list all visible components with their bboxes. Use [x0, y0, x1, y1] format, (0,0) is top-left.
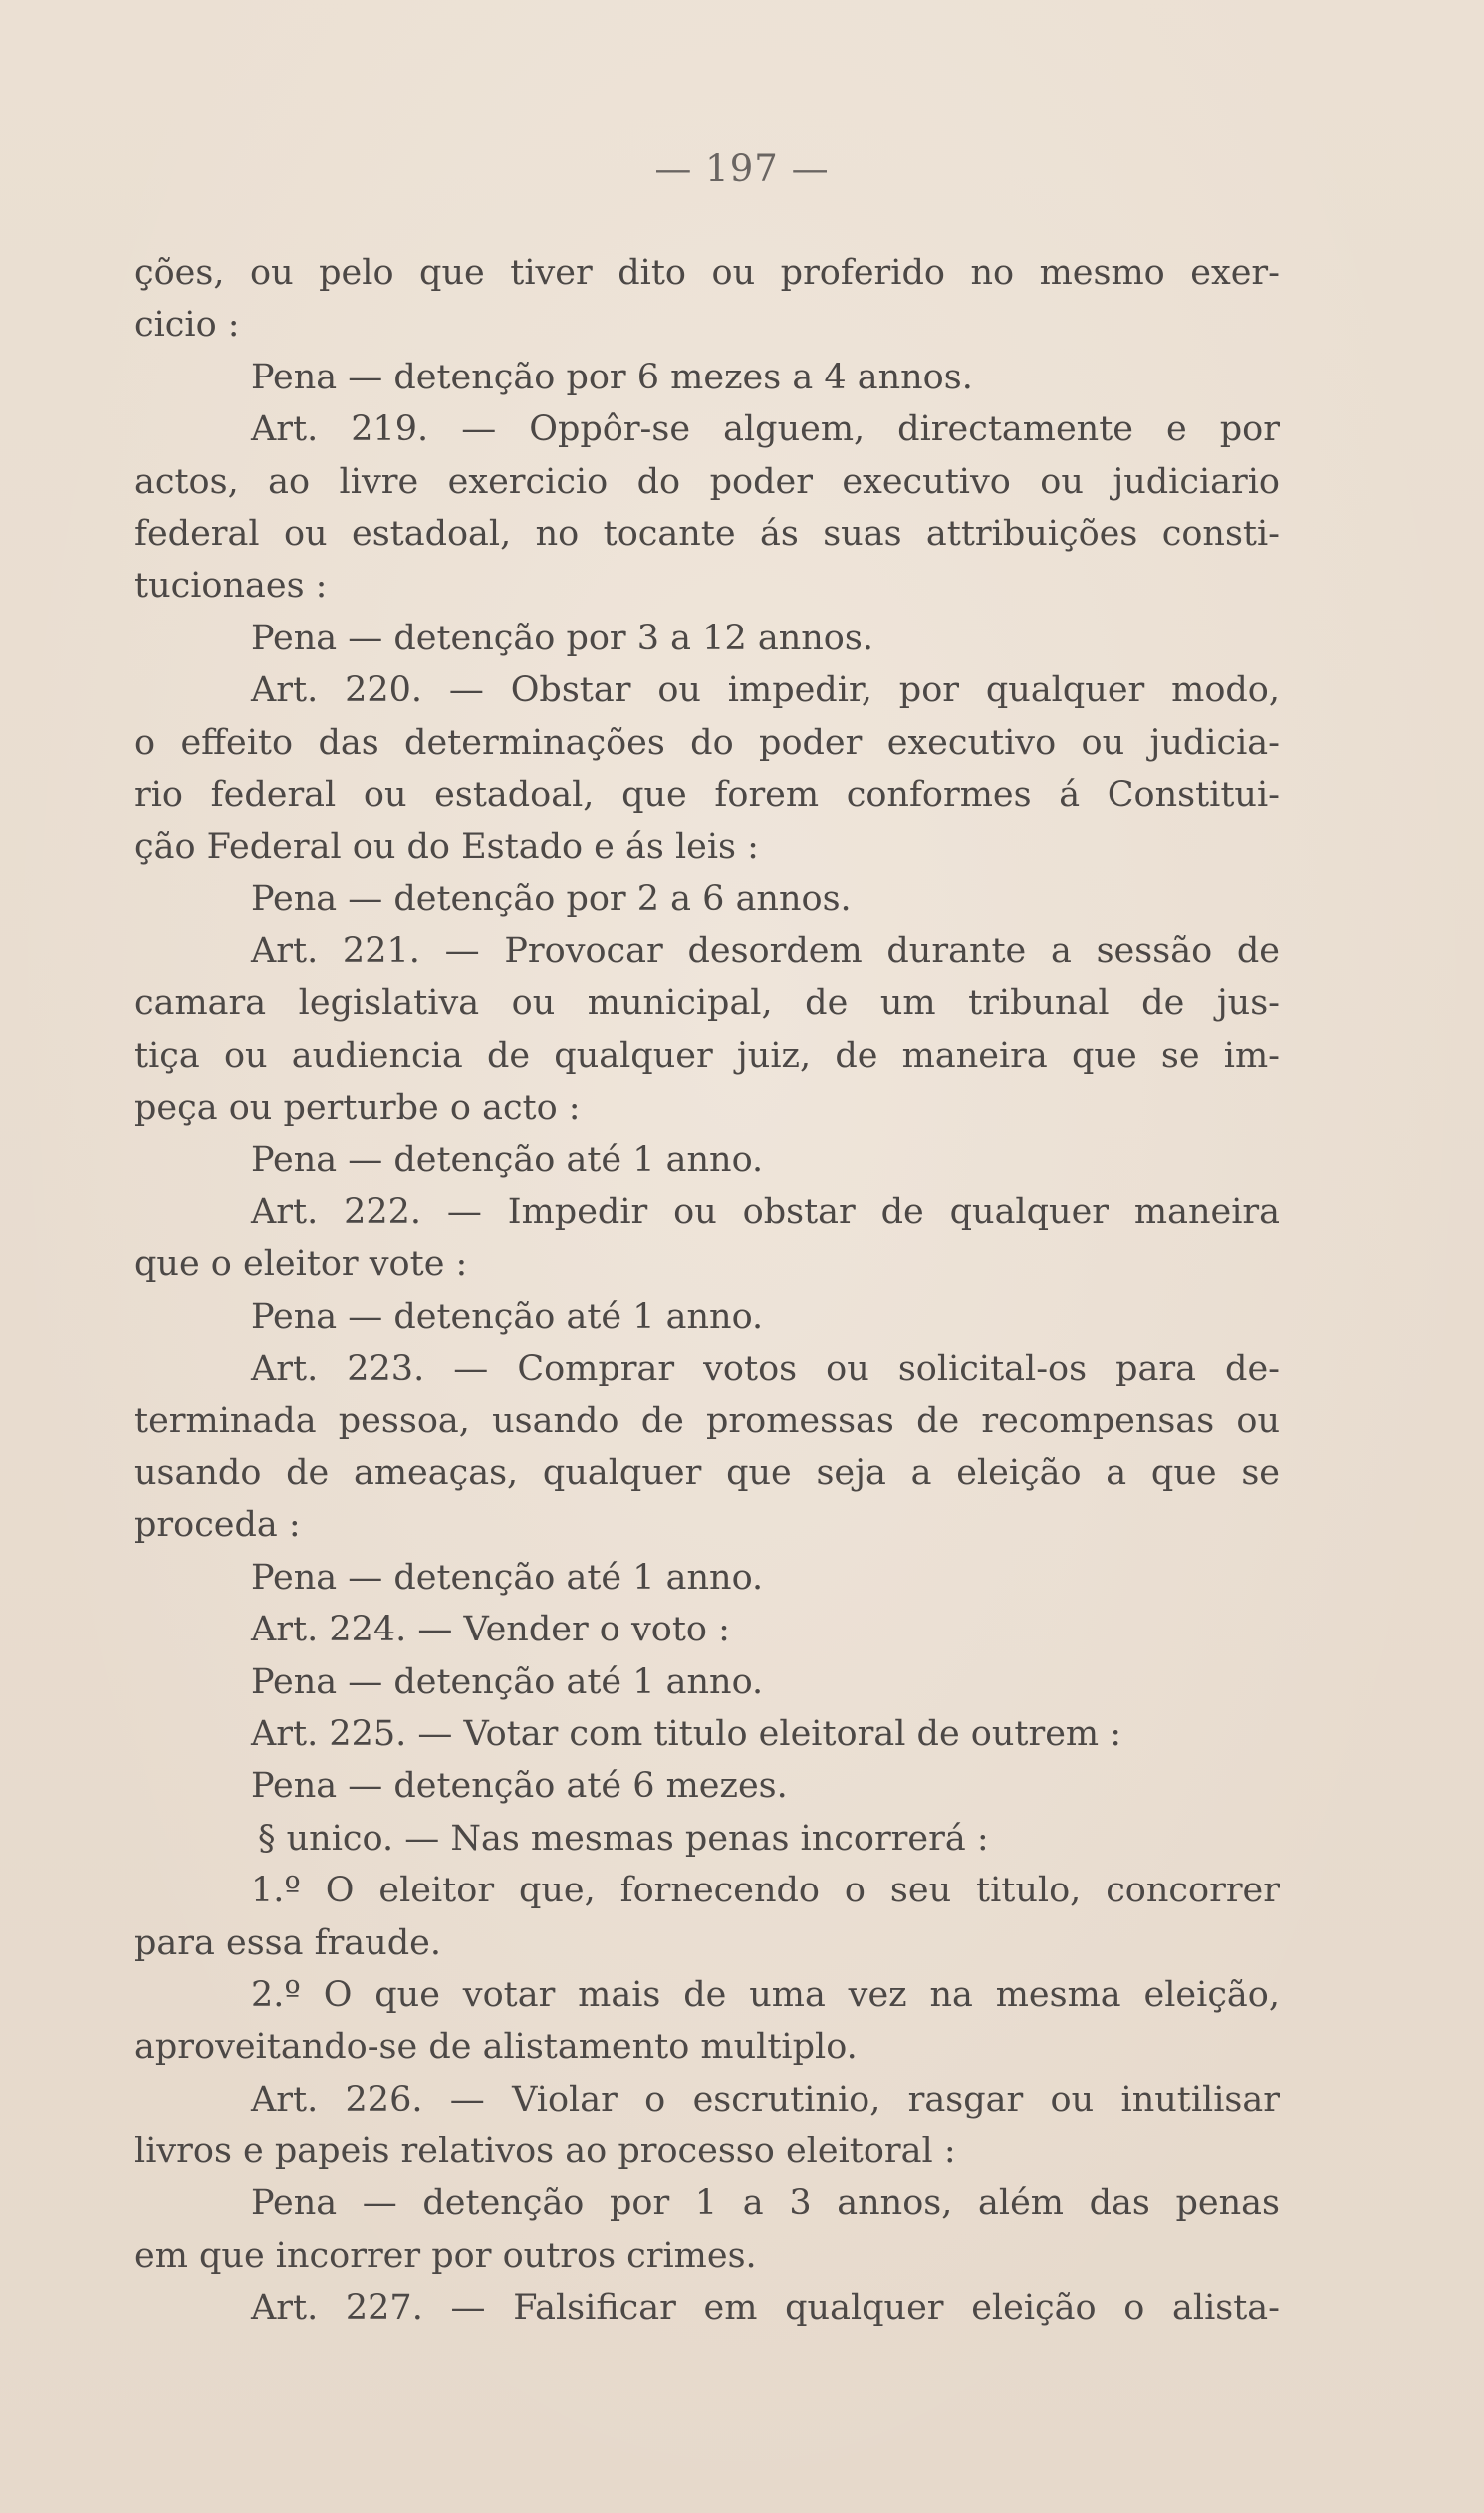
item-line: 1.º O eleitor que, fornecendo o seu titulo, concorrer [251, 1871, 1280, 1911]
item-line: 2.º O que votar mais de uma vez na mesma eleição, [251, 1974, 1280, 2015]
text-line: para essa fraude. [134, 1922, 441, 1963]
article-heading-line: Art. 223. — Comprar votos ou solicital-os para de- [251, 1349, 1280, 1389]
text-line: actos, ao livre exercicio do poder executivo ou judiciario [134, 461, 1280, 502]
section-line: § unico. — Nas mesmas penas incorrerá : [258, 1818, 989, 1859]
penalty-line: Pena — detenção até 1 anno. [251, 1139, 764, 1180]
text-line: federal ou estadoal, no tocante ás suas attribuições consti- [134, 513, 1280, 554]
penalty-line: Pena — detenção por 1 a 3 annos, além das penas [251, 2183, 1280, 2224]
penalty-line: Pena — detenção até 1 anno. [251, 1557, 764, 1598]
article-heading-line: Art. 224. — Vender o voto : [251, 1610, 730, 1650]
article-heading-line: Art. 227. — Falsificar em qualquer eleição o alista- [251, 2288, 1280, 2329]
text-line: que o eleitor vote : [134, 1244, 468, 1285]
penalty-line: Pena — detenção por 6 mezes a 4 annos. [251, 357, 973, 397]
article-heading-line: Art. 226. — Violar o escrutinio, rasgar ou inutilisar [251, 2079, 1280, 2120]
penalty-line: Pena — detenção até 1 anno. [251, 1661, 764, 1702]
text-line: proceda : [134, 1505, 301, 1546]
text-line: usando de ameaças, qualquer que seja a eleição a que se [134, 1452, 1280, 1493]
article-heading-line: Art. 220. — Obstar ou impedir, por qualquer modo, [251, 670, 1280, 711]
text-line: tucionaes : [134, 566, 328, 607]
page-number: — 197 — [654, 147, 830, 190]
text-line: ções, ou pelo que tiver dito ou proferido no mesmo exer- [134, 253, 1280, 293]
body-text [134, 247, 1280, 2335]
text-line: aproveitando-se de alistamento multiplo. [134, 2027, 858, 2068]
text-line: peça ou perturbe o acto : [134, 1088, 581, 1129]
text-line: terminada pessoa, usando de promessas de recompensas ou [134, 1400, 1280, 1441]
text-line: cicio : [134, 305, 240, 346]
article-heading-line: Art. 222. — Impedir ou obstar de qualquer maneira [251, 1192, 1280, 1233]
text-line: tiça ou audiencia de qualquer juiz, de maneira que se im- [134, 1035, 1280, 1076]
penalty-line: Pena — detenção por 2 a 6 annos. [251, 879, 852, 919]
text-line: livros e papeis relativos ao processo eleitoral : [134, 2132, 956, 2172]
article-heading-line: Art. 225. — Votar com titulo eleitoral de outrem : [251, 1713, 1122, 1754]
text-line: camara legislativa ou municipal, de um tribunal de jus- [134, 983, 1280, 1024]
penalty-line: Pena — detenção por 3 a 12 annos. [251, 618, 873, 658]
text-line: rio federal ou estadoal, que forem conformes á Constitui- [134, 774, 1280, 815]
penalty-line: Pena — detenção até 1 anno. [251, 1296, 764, 1337]
penalty-line: Pena — detenção até 6 mezes. [251, 1766, 788, 1807]
article-heading-line: Art. 221. — Provocar desordem durante a sessão de [251, 931, 1280, 972]
text-line: em que incorrer por outros crimes. [134, 2235, 757, 2276]
text-line: o effeito das determinações do poder executivo ou judicia- [134, 722, 1280, 763]
text-line: ção Federal ou do Estado e ás leis : [134, 827, 759, 868]
article-heading-line: Art. 219. — Oppôr-se alguem, directamente e por [251, 409, 1280, 450]
